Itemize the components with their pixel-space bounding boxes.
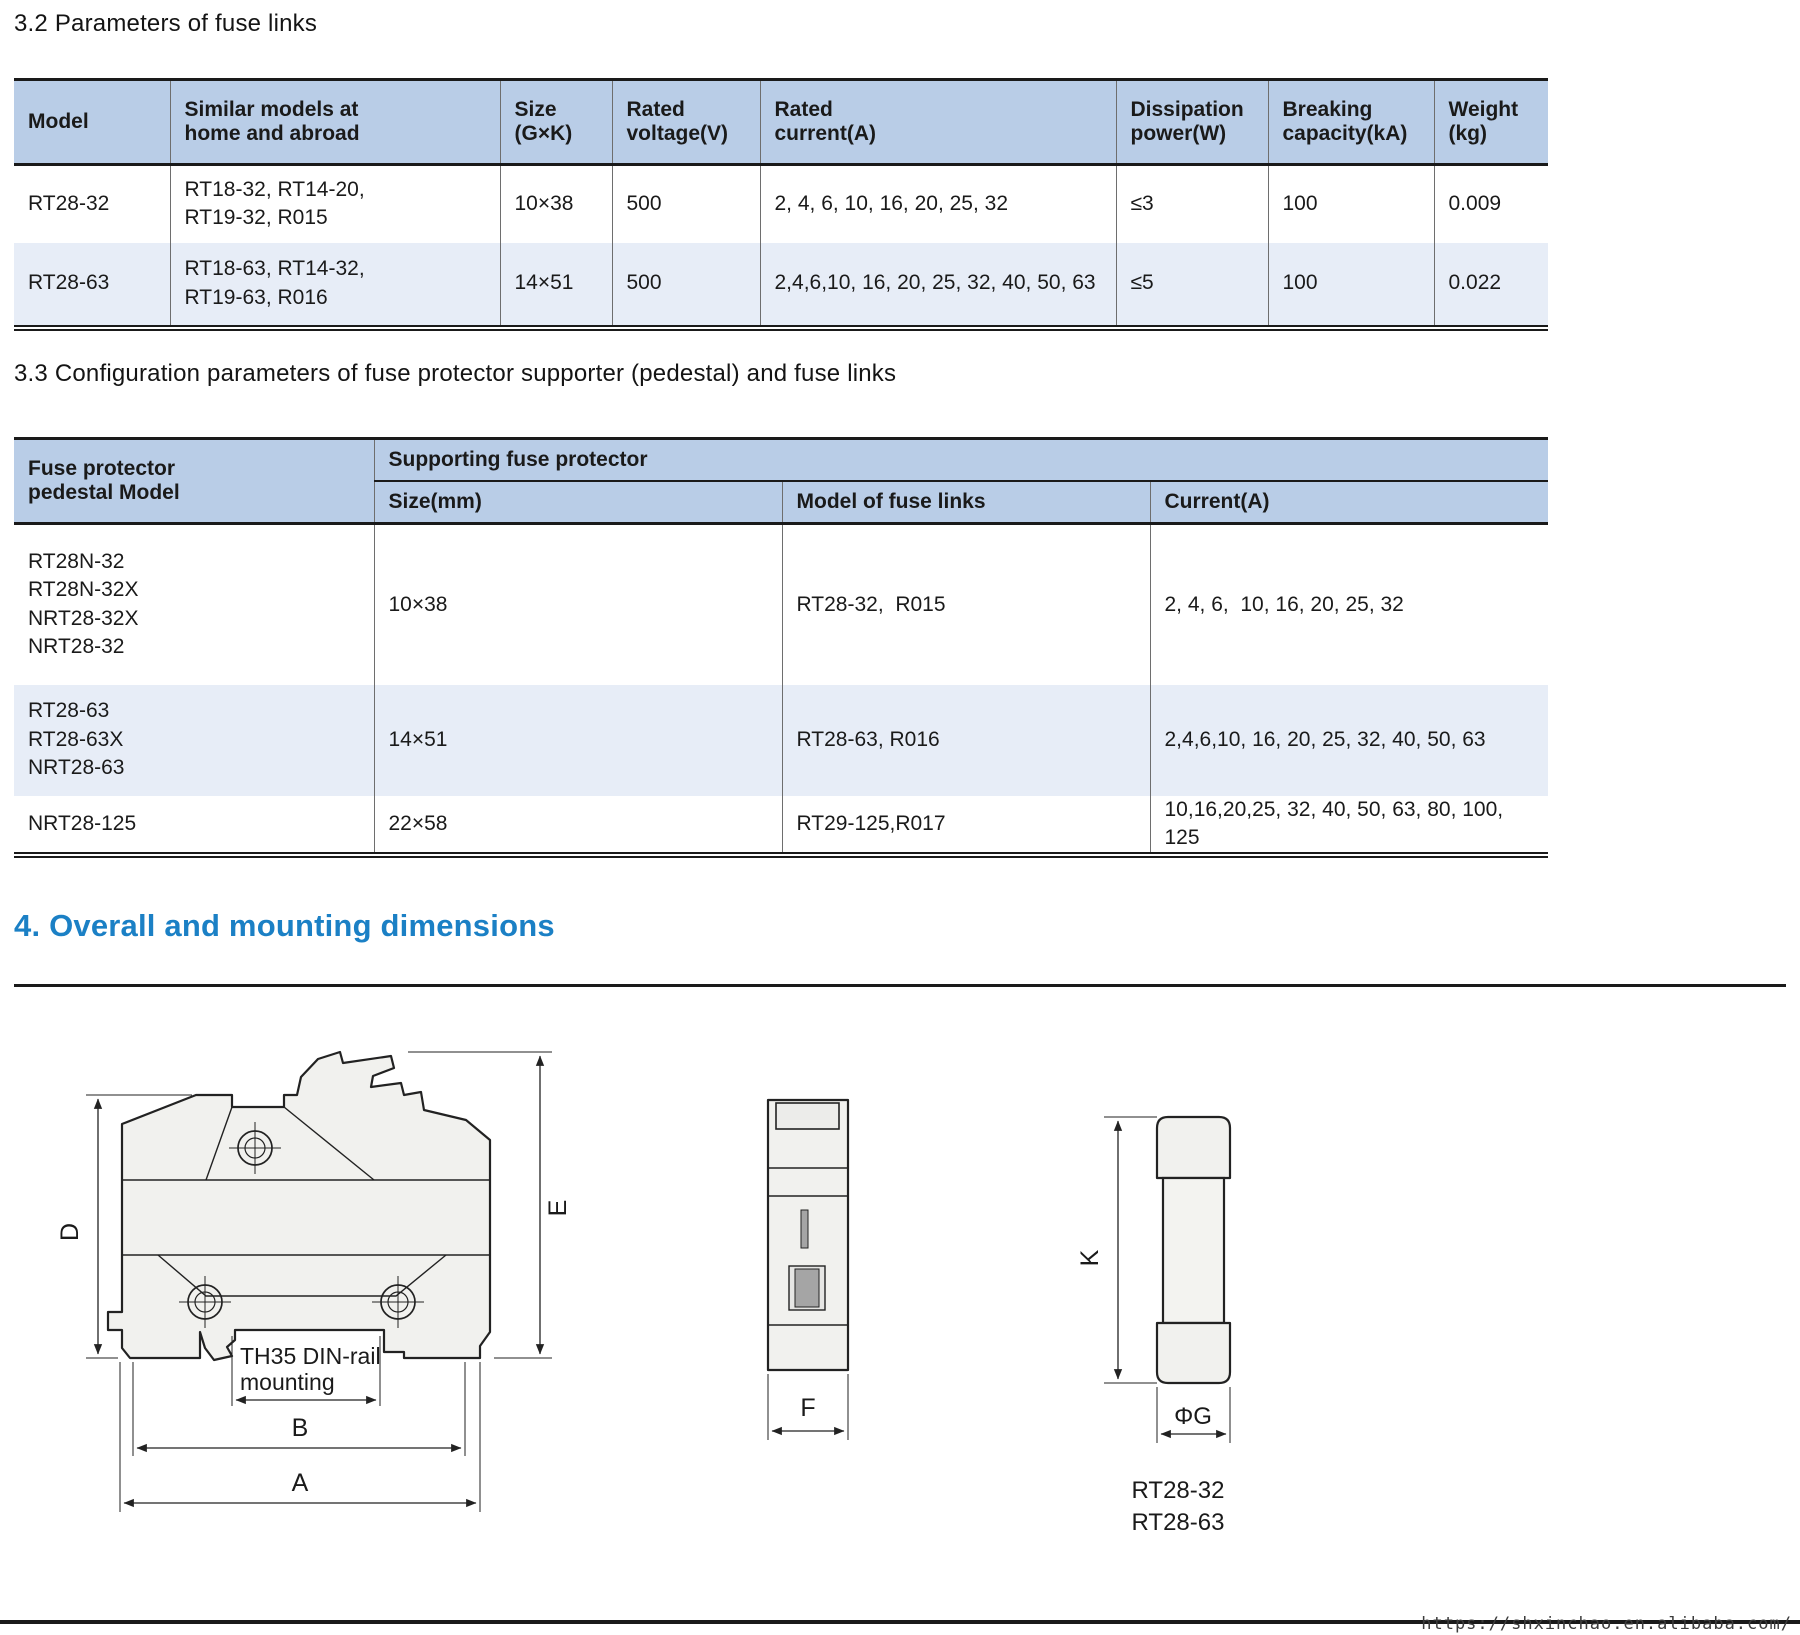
dim-label-a: A xyxy=(291,1469,309,1497)
source-url: https://shxinchao.en.alibaba.com/ xyxy=(1421,1614,1792,1634)
table-row xyxy=(14,524,1548,685)
dim-label-f: F xyxy=(800,1394,816,1422)
cell-breaking: 100 xyxy=(1268,165,1434,243)
cell-fuse-links: RT29-125,R017 xyxy=(782,796,1150,853)
config-header-row-1 xyxy=(14,440,1548,481)
din-rail-note-line2: mounting xyxy=(240,1369,335,1395)
fuse-links-header-row xyxy=(14,81,1548,165)
section-4-title: 4. Overall and mounting dimensions xyxy=(14,908,555,943)
dimension-drawings xyxy=(0,1000,1800,1560)
table-row xyxy=(14,796,1548,853)
cell-weight: 0.022 xyxy=(1434,243,1548,325)
cell-dissipation: ≤5 xyxy=(1116,243,1268,325)
table-row xyxy=(14,685,1548,796)
dim-label-b: B xyxy=(291,1414,309,1442)
dim-label-d: D xyxy=(56,1222,84,1242)
cell-pedestal-models: RT28N-32 RT28N-32X NRT28-32X NRT28-32 xyxy=(28,550,139,659)
fuse-model-label: RT28-63 xyxy=(1131,1509,1225,1536)
cell-current: 2,4,6,10, 16, 20, 25, 32, 40, 50, 63 xyxy=(1150,685,1548,796)
table-row xyxy=(14,243,1548,325)
configuration-table xyxy=(14,437,1548,858)
side-view-drawing xyxy=(768,1100,848,1440)
dim-label-phi-g: ΦG xyxy=(1174,1403,1212,1430)
cell-voltage: 500 xyxy=(612,165,760,243)
cell-size: 10×38 xyxy=(500,165,612,243)
cell-voltage: 500 xyxy=(612,243,760,325)
dim-label-k: K xyxy=(1076,1249,1104,1267)
cell-breaking: 100 xyxy=(1268,243,1434,325)
section-divider-rule xyxy=(14,984,1786,987)
col-header-current-a: Current(A) xyxy=(1150,481,1548,524)
col-header-rated-voltage: Rated voltage(V) xyxy=(612,81,760,165)
cell-current: 2,4,6,10, 16, 20, 25, 32, 40, 50, 63 xyxy=(760,243,1116,325)
cell-fuse-links: RT28-32, R015 xyxy=(782,524,1150,685)
cell-current: 2, 4, 6, 10, 16, 20, 25, 32 xyxy=(760,165,1116,243)
col-header-dissipation-power: Dissipation power(W) xyxy=(1116,81,1268,165)
col-header-rated-current: Rated current(A) xyxy=(760,81,1116,165)
cell-pedestal-models: NRT28-125 xyxy=(28,811,137,835)
col-header-size: Size (G×K) xyxy=(500,81,612,165)
cell-model: RT28-63 xyxy=(28,271,110,295)
cell-dissipation: ≤3 xyxy=(1116,165,1268,243)
cell-model: RT28-32 xyxy=(28,192,110,216)
col-header-weight: Weight (kg) xyxy=(1434,81,1548,165)
table-row xyxy=(14,165,1548,243)
cell-similar: RT18-32, RT14-20, RT19-32, R015 xyxy=(170,165,500,243)
cell-weight: 0.009 xyxy=(1434,165,1548,243)
col-header-supporting-group: Supporting fuse protector xyxy=(374,440,1548,481)
cell-size: 14×51 xyxy=(374,685,782,796)
dim-label-e: E xyxy=(544,1199,572,1217)
cell-size: 10×38 xyxy=(374,524,782,685)
col-header-pedestal-model: Fuse protector pedestal Model xyxy=(14,440,374,524)
section-3-2-title: 3.2 Parameters of fuse links xyxy=(14,10,318,37)
front-view-drawing xyxy=(56,1052,572,1512)
col-header-breaking-capacity: Breaking capacity(kA) xyxy=(1268,81,1434,165)
din-rail-note-line1: TH35 DIN-rail xyxy=(240,1343,381,1369)
fuse-links-table xyxy=(14,78,1548,331)
col-header-size-mm: Size(mm) xyxy=(374,481,782,524)
fuse-link-drawing xyxy=(1076,1117,1230,1536)
cell-current: 2, 4, 6, 10, 16, 20, 25, 32 xyxy=(1150,524,1548,685)
cell-similar: RT18-63, RT14-32, RT19-63, R016 xyxy=(170,243,500,325)
col-header-model: Model xyxy=(14,81,170,165)
fuse-model-label: RT28-32 xyxy=(1131,1477,1225,1504)
cell-fuse-links: RT28-63, R016 xyxy=(782,685,1150,796)
cell-pedestal-models: RT28-63 RT28-63X NRT28-63 xyxy=(28,699,125,780)
section-3-3-title: 3.3 Configuration parameters of fuse protector supporter (pedestal) and fuse links xyxy=(14,360,897,387)
cell-current: 10,16,20,25, 32, 40, 50, 63, 80, 100, 125 xyxy=(1150,796,1548,853)
cell-size: 14×51 xyxy=(500,243,612,325)
col-header-model-of-fuse-links: Model of fuse links xyxy=(782,481,1150,524)
col-header-similar-models: Similar models at home and abroad xyxy=(170,81,500,165)
cell-size: 22×58 xyxy=(374,796,782,853)
